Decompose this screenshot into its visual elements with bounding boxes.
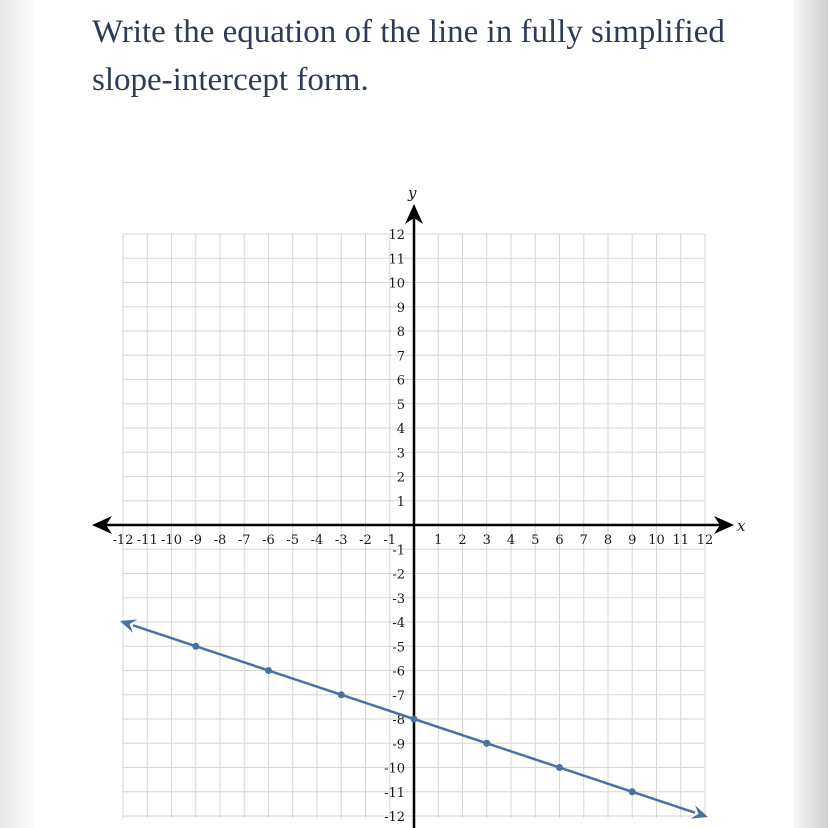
x-tick-label: 7	[579, 533, 588, 548]
y-tick-label: 1	[396, 494, 405, 510]
x-tick-label: -10	[161, 533, 182, 548]
data-point	[556, 764, 563, 771]
x-tick-label: -4	[310, 533, 324, 548]
axes	[92, 184, 746, 828]
x-tick-label: -5	[286, 533, 300, 548]
y-tick-label: -4	[392, 616, 405, 631]
x-tick-label: 8	[603, 533, 613, 548]
y-tick-label: 12	[388, 228, 405, 243]
y-tick-label: -1	[392, 543, 405, 559]
y-tick-label: 5	[396, 397, 405, 413]
data-point	[629, 788, 636, 795]
y-tick-label: 9	[396, 300, 405, 316]
x-tick-label: -3	[334, 533, 348, 548]
y-tick-label: -6	[392, 664, 405, 680]
y-tick-label: -11	[384, 785, 405, 801]
x-tick-label: 1	[434, 533, 443, 548]
y-tick-label: -5	[392, 640, 405, 656]
x-tick-label: 4	[506, 533, 516, 548]
x-tick-label: 3	[482, 533, 491, 548]
x-tick-label: -11	[136, 533, 158, 548]
data-point	[265, 667, 272, 674]
x-tick-label: -8	[213, 533, 227, 548]
y-tick-label: 11	[388, 252, 405, 268]
x-tick-label: 10	[648, 533, 665, 548]
x-tick-label: -1	[383, 533, 397, 548]
x-tick-label: -2	[359, 533, 372, 548]
y-tick-label: -8	[392, 713, 405, 728]
y-axis-label: y	[408, 184, 417, 202]
data-point	[192, 643, 199, 650]
y-tick-label: -3	[392, 591, 405, 607]
y-tick-label: -7	[392, 688, 405, 704]
y-tick-label: 8	[396, 325, 405, 340]
x-tick-label: 6	[555, 533, 564, 548]
y-tick-label: -2	[392, 567, 405, 583]
x-tick-label: -7	[237, 533, 251, 548]
x-tick-label: -12	[112, 533, 134, 548]
y-tick-label: -10	[384, 761, 405, 777]
data-point	[338, 691, 345, 698]
y-tick-label: -9	[392, 737, 405, 753]
data-point	[411, 716, 418, 723]
x-tick-label: -6	[262, 533, 275, 548]
y-tick-label: 7	[396, 349, 405, 365]
x-tick-label: -9	[189, 533, 203, 548]
y-tick-label: 6	[396, 373, 405, 389]
y-tick-label: 2	[396, 470, 405, 486]
x-tick-label: 5	[531, 533, 540, 548]
x-tick-label: 11	[672, 533, 690, 548]
x-tick-label: 2	[458, 533, 467, 548]
data-point	[483, 740, 490, 747]
x-tick-label: 9	[628, 533, 637, 548]
question-prompt: Write the equation of the line in fully simplified slope-intercept form.	[92, 14, 725, 98]
y-tick-label: 3	[396, 446, 405, 462]
x-tick-label: 12	[696, 533, 714, 548]
x-axis-label: x	[737, 517, 746, 535]
y-tick-label: 10	[388, 276, 405, 292]
y-tick-label: -12	[384, 810, 405, 825]
y-tick-label: 4	[396, 422, 405, 437]
